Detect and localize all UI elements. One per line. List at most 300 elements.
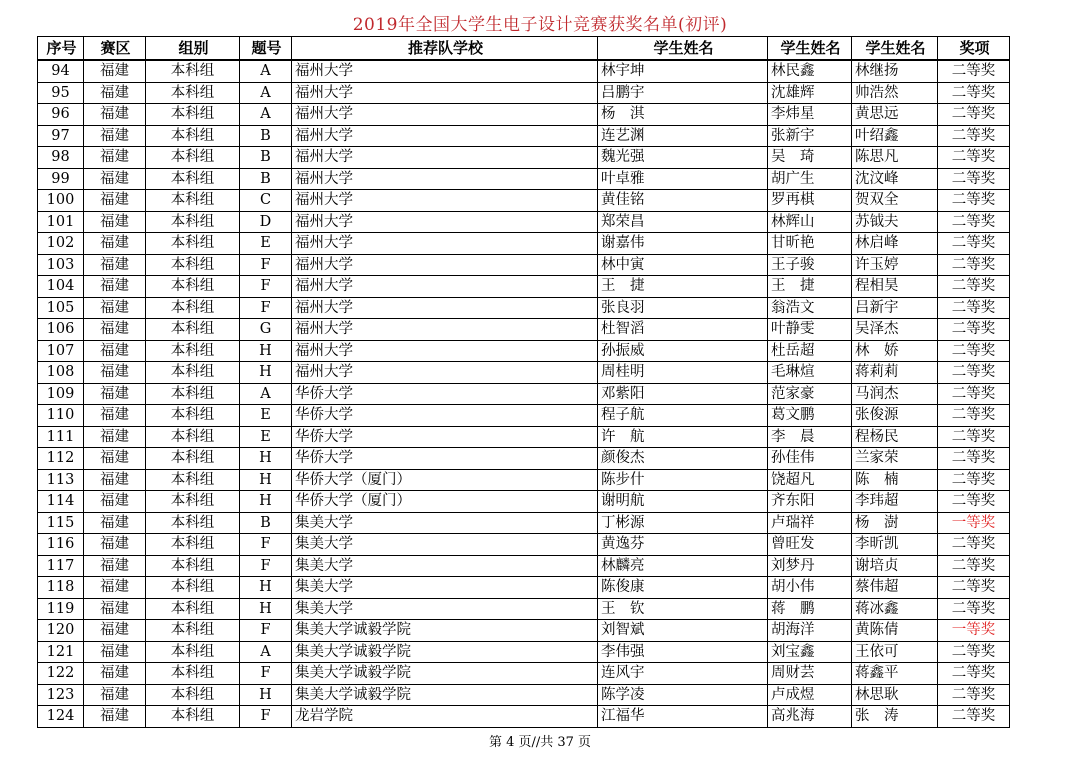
- cell-index: 105: [38, 297, 84, 319]
- cell-student-3: 李玮超: [852, 491, 938, 513]
- cell-group: 本科组: [146, 706, 240, 728]
- cell-school: 龙岩学院: [292, 706, 598, 728]
- cell-award: 二等奖: [938, 60, 1010, 82]
- cell-student-2: 吴 琦: [768, 147, 852, 169]
- cell-index: 103: [38, 254, 84, 276]
- cell-student-2: 王子骏: [768, 254, 852, 276]
- cell-index: 116: [38, 534, 84, 556]
- cell-student-3: 张 涛: [852, 706, 938, 728]
- cell-student-3: 陈 楠: [852, 469, 938, 491]
- cell-region: 福建: [84, 577, 146, 599]
- cell-group: 本科组: [146, 663, 240, 685]
- table-row: [38, 104, 1010, 126]
- cell-problem: F: [240, 663, 292, 685]
- cell-award: 二等奖: [938, 319, 1010, 341]
- cell-problem: H: [240, 469, 292, 491]
- cell-group: 本科组: [146, 469, 240, 491]
- table-row: [38, 362, 1010, 384]
- cell-school: 福州大学: [292, 168, 598, 190]
- cell-student-2: 张新宇: [768, 125, 852, 147]
- cell-school: 华侨大学: [292, 448, 598, 470]
- cell-group: 本科组: [146, 147, 240, 169]
- cell-problem: H: [240, 491, 292, 513]
- cell-index: 124: [38, 706, 84, 728]
- cell-school: 集美大学: [292, 512, 598, 534]
- table-row: [38, 125, 1010, 147]
- cell-index: 100: [38, 190, 84, 212]
- cell-problem: G: [240, 319, 292, 341]
- cell-student-2: 杜岳超: [768, 340, 852, 362]
- cell-award: 二等奖: [938, 598, 1010, 620]
- cell-student-3: 林 娇: [852, 340, 938, 362]
- cell-problem: B: [240, 168, 292, 190]
- cell-problem: H: [240, 362, 292, 384]
- document-title: 2019年全国大学生电子设计竞赛获奖名单(初评): [352, 15, 728, 35]
- cell-region: 福建: [84, 211, 146, 233]
- cell-student-2: 胡海洋: [768, 620, 852, 642]
- cell-student-2: 林民鑫: [768, 60, 852, 82]
- cell-student-1: 颜俊杰: [598, 448, 768, 470]
- table-row: [38, 82, 1010, 104]
- table-row: [38, 706, 1010, 728]
- table-row: [38, 641, 1010, 663]
- cell-problem: B: [240, 512, 292, 534]
- cell-region: 福建: [84, 448, 146, 470]
- cell-school: 福州大学: [292, 211, 598, 233]
- cell-school: 集美大学诚毅学院: [292, 684, 598, 706]
- cell-problem: H: [240, 577, 292, 599]
- cell-student-1: 李伟强: [598, 641, 768, 663]
- cell-region: 福建: [84, 598, 146, 620]
- table-row: [38, 405, 1010, 427]
- cell-award: 二等奖: [938, 663, 1010, 685]
- cell-award: 二等奖: [938, 555, 1010, 577]
- cell-student-1: 孙振威: [598, 340, 768, 362]
- cell-problem: F: [240, 254, 292, 276]
- cell-student-1: 谢明航: [598, 491, 768, 513]
- cell-student-3: 林继扬: [852, 60, 938, 82]
- cell-student-2: 范家豪: [768, 383, 852, 405]
- cell-group: 本科组: [146, 405, 240, 427]
- table-row: [38, 555, 1010, 577]
- cell-group: 本科组: [146, 211, 240, 233]
- cell-student-3: 吴泽杰: [852, 319, 938, 341]
- cell-region: 福建: [84, 469, 146, 491]
- cell-problem: C: [240, 190, 292, 212]
- cell-problem: E: [240, 233, 292, 255]
- cell-student-3: 程相昊: [852, 276, 938, 298]
- cell-group: 本科组: [146, 82, 240, 104]
- cell-region: 福建: [84, 147, 146, 169]
- cell-group: 本科组: [146, 577, 240, 599]
- cell-student-2: 蒋 鹏: [768, 598, 852, 620]
- cell-school: 福州大学: [292, 104, 598, 126]
- cell-problem: H: [240, 340, 292, 362]
- cell-group: 本科组: [146, 104, 240, 126]
- cell-region: 福建: [84, 641, 146, 663]
- cell-award: 一等奖: [938, 620, 1010, 642]
- cell-region: 福建: [84, 405, 146, 427]
- cell-problem: H: [240, 448, 292, 470]
- cell-student-1: 黄佳铭: [598, 190, 768, 212]
- cell-student-2: 翁浩文: [768, 297, 852, 319]
- cell-region: 福建: [84, 190, 146, 212]
- cell-region: 福建: [84, 383, 146, 405]
- cell-student-2: 王 捷: [768, 276, 852, 298]
- cell-student-2: 卢瑞祥: [768, 512, 852, 534]
- cell-school: 集美大学: [292, 555, 598, 577]
- cell-student-1: 王 捷: [598, 276, 768, 298]
- cell-award: 二等奖: [938, 706, 1010, 728]
- cell-student-1: 陈学凌: [598, 684, 768, 706]
- cell-region: 福建: [84, 233, 146, 255]
- cell-student-2: 林辉山: [768, 211, 852, 233]
- awards-table: [37, 36, 1010, 728]
- cell-problem: A: [240, 82, 292, 104]
- table-row: [38, 147, 1010, 169]
- cell-group: 本科组: [146, 297, 240, 319]
- cell-school: 集美大学: [292, 534, 598, 556]
- table-row: [38, 297, 1010, 319]
- cell-student-2: 叶静雯: [768, 319, 852, 341]
- cell-region: 福建: [84, 491, 146, 513]
- cell-problem: F: [240, 297, 292, 319]
- cell-student-3: 马润杰: [852, 383, 938, 405]
- cell-student-3: 谢培贞: [852, 555, 938, 577]
- cell-award: 二等奖: [938, 362, 1010, 384]
- cell-region: 福建: [84, 254, 146, 276]
- cell-award: 二等奖: [938, 297, 1010, 319]
- cell-student-1: 林中寅: [598, 254, 768, 276]
- cell-group: 本科组: [146, 598, 240, 620]
- cell-problem: E: [240, 426, 292, 448]
- cell-student-2: 周财芸: [768, 663, 852, 685]
- cell-student-3: 蒋鑫平: [852, 663, 938, 685]
- cell-school: 福州大学: [292, 362, 598, 384]
- table-row: [38, 491, 1010, 513]
- cell-student-1: 魏光强: [598, 147, 768, 169]
- cell-group: 本科组: [146, 534, 240, 556]
- table-row: [38, 190, 1010, 212]
- cell-group: 本科组: [146, 362, 240, 384]
- cell-group: 本科组: [146, 426, 240, 448]
- header-group: 组别: [146, 37, 240, 61]
- cell-student-1: 杨 淇: [598, 104, 768, 126]
- cell-student-3: 陈思凡: [852, 147, 938, 169]
- cell-student-1: 连艺渊: [598, 125, 768, 147]
- cell-student-3: 林思耿: [852, 684, 938, 706]
- cell-student-3: 蒋莉莉: [852, 362, 938, 384]
- cell-region: 福建: [84, 319, 146, 341]
- cell-index: 104: [38, 276, 84, 298]
- cell-award: 二等奖: [938, 405, 1010, 427]
- cell-group: 本科组: [146, 448, 240, 470]
- cell-school: 集美大学诚毅学院: [292, 641, 598, 663]
- cell-award: 二等奖: [938, 340, 1010, 362]
- cell-group: 本科组: [146, 190, 240, 212]
- cell-index: 109: [38, 383, 84, 405]
- cell-student-1: 黄逸芬: [598, 534, 768, 556]
- cell-student-2: 沈雄辉: [768, 82, 852, 104]
- cell-student-2: 刘宝鑫: [768, 641, 852, 663]
- cell-school: 福州大学: [292, 319, 598, 341]
- cell-school: 福州大学: [292, 82, 598, 104]
- cell-problem: F: [240, 276, 292, 298]
- cell-student-1: 江福华: [598, 706, 768, 728]
- cell-group: 本科组: [146, 168, 240, 190]
- cell-student-1: 程子航: [598, 405, 768, 427]
- cell-group: 本科组: [146, 60, 240, 82]
- cell-index: 107: [38, 340, 84, 362]
- cell-student-3: 蒋冰鑫: [852, 598, 938, 620]
- cell-school: 福州大学: [292, 254, 598, 276]
- table-row: [38, 512, 1010, 534]
- table-header-row: [38, 37, 1010, 61]
- cell-region: 福建: [84, 104, 146, 126]
- cell-index: 115: [38, 512, 84, 534]
- cell-student-3: 沈汶峰: [852, 168, 938, 190]
- table-row: [38, 426, 1010, 448]
- cell-student-1: 周桂明: [598, 362, 768, 384]
- cell-student-2: 胡广生: [768, 168, 852, 190]
- cell-award: 二等奖: [938, 684, 1010, 706]
- cell-problem: H: [240, 598, 292, 620]
- table-row: [38, 620, 1010, 642]
- table-row: [38, 211, 1010, 233]
- cell-student-3: 王依可: [852, 641, 938, 663]
- cell-student-3: 林启峰: [852, 233, 938, 255]
- cell-student-1: 邓紫阳: [598, 383, 768, 405]
- table-row: [38, 383, 1010, 405]
- page-footer: 第 4 页//共 37 页: [488, 735, 592, 750]
- cell-index: 122: [38, 663, 84, 685]
- cell-student-2: 高兆海: [768, 706, 852, 728]
- cell-student-3: 兰家荣: [852, 448, 938, 470]
- cell-index: 121: [38, 641, 84, 663]
- cell-student-3: 李昕凯: [852, 534, 938, 556]
- cell-school: 华侨大学: [292, 426, 598, 448]
- cell-student-2: 李炜星: [768, 104, 852, 126]
- cell-region: 福建: [84, 60, 146, 82]
- cell-problem: F: [240, 620, 292, 642]
- cell-student-2: 李 晨: [768, 426, 852, 448]
- cell-region: 福建: [84, 663, 146, 685]
- cell-student-1: 吕鹏宇: [598, 82, 768, 104]
- cell-region: 福建: [84, 426, 146, 448]
- cell-problem: F: [240, 706, 292, 728]
- cell-student-1: 林麟亮: [598, 555, 768, 577]
- cell-region: 福建: [84, 555, 146, 577]
- cell-student-1: 张良羽: [598, 297, 768, 319]
- cell-region: 福建: [84, 512, 146, 534]
- cell-problem: F: [240, 555, 292, 577]
- cell-problem: A: [240, 60, 292, 82]
- cell-award: 二等奖: [938, 254, 1010, 276]
- cell-school: 福州大学: [292, 297, 598, 319]
- cell-award: 二等奖: [938, 577, 1010, 599]
- cell-problem: A: [240, 383, 292, 405]
- cell-region: 福建: [84, 620, 146, 642]
- cell-student-1: 陈俊康: [598, 577, 768, 599]
- cell-index: 114: [38, 491, 84, 513]
- table-row: [38, 577, 1010, 599]
- cell-award: 二等奖: [938, 82, 1010, 104]
- cell-student-1: 许 航: [598, 426, 768, 448]
- cell-problem: B: [240, 125, 292, 147]
- cell-index: 102: [38, 233, 84, 255]
- cell-region: 福建: [84, 534, 146, 556]
- cell-group: 本科组: [146, 254, 240, 276]
- cell-award: 二等奖: [938, 469, 1010, 491]
- cell-award: 二等奖: [938, 426, 1010, 448]
- header-index: 序号: [38, 37, 84, 61]
- cell-index: 110: [38, 405, 84, 427]
- table-row: [38, 448, 1010, 470]
- cell-school: 福州大学: [292, 147, 598, 169]
- cell-problem: E: [240, 405, 292, 427]
- cell-school: 华侨大学: [292, 383, 598, 405]
- cell-student-2: 饶超凡: [768, 469, 852, 491]
- cell-student-1: 叶卓雅: [598, 168, 768, 190]
- table-row: [38, 276, 1010, 298]
- cell-school: 华侨大学（厦门）: [292, 469, 598, 491]
- cell-award: 二等奖: [938, 125, 1010, 147]
- cell-region: 福建: [84, 297, 146, 319]
- table-row: [38, 340, 1010, 362]
- cell-award: 二等奖: [938, 448, 1010, 470]
- table-row: [38, 469, 1010, 491]
- cell-school: 集美大学: [292, 577, 598, 599]
- cell-award: 二等奖: [938, 641, 1010, 663]
- cell-index: 118: [38, 577, 84, 599]
- cell-index: 108: [38, 362, 84, 384]
- table-row: [38, 684, 1010, 706]
- table-row: [38, 534, 1010, 556]
- cell-school: 华侨大学: [292, 405, 598, 427]
- cell-student-3: 黄思远: [852, 104, 938, 126]
- cell-school: 华侨大学（厦门）: [292, 491, 598, 513]
- cell-student-3: 蔡伟超: [852, 577, 938, 599]
- cell-school: 集美大学: [292, 598, 598, 620]
- cell-student-3: 张俊源: [852, 405, 938, 427]
- cell-student-2: 罗再棋: [768, 190, 852, 212]
- header-student-1: 学生姓名: [598, 37, 768, 61]
- cell-region: 福建: [84, 82, 146, 104]
- cell-student-3: 黄陈倩: [852, 620, 938, 642]
- cell-student-3: 苏钺夫: [852, 211, 938, 233]
- table-row: [38, 598, 1010, 620]
- cell-award: 二等奖: [938, 147, 1010, 169]
- header-problem: 题号: [240, 37, 292, 61]
- cell-school: 福州大学: [292, 340, 598, 362]
- cell-award: 二等奖: [938, 190, 1010, 212]
- table-row: [38, 168, 1010, 190]
- cell-student-1: 刘智斌: [598, 620, 768, 642]
- cell-award: 二等奖: [938, 491, 1010, 513]
- cell-school: 福州大学: [292, 60, 598, 82]
- cell-award: 二等奖: [938, 168, 1010, 190]
- cell-student-3: 帅浩然: [852, 82, 938, 104]
- cell-student-3: 叶绍鑫: [852, 125, 938, 147]
- table-row: [38, 663, 1010, 685]
- cell-region: 福建: [84, 362, 146, 384]
- cell-index: 113: [38, 469, 84, 491]
- header-student-3: 学生姓名: [852, 37, 938, 61]
- cell-student-2: 甘昕艳: [768, 233, 852, 255]
- cell-school: 集美大学诚毅学院: [292, 663, 598, 685]
- cell-group: 本科组: [146, 340, 240, 362]
- header-school: 推荐队学校: [292, 37, 598, 61]
- cell-student-2: 孙佳伟: [768, 448, 852, 470]
- table-row: [38, 233, 1010, 255]
- cell-region: 福建: [84, 706, 146, 728]
- cell-student-1: 连风宇: [598, 663, 768, 685]
- cell-award: 一等奖: [938, 512, 1010, 534]
- cell-group: 本科组: [146, 555, 240, 577]
- cell-student-3: 程杨民: [852, 426, 938, 448]
- cell-index: 99: [38, 168, 84, 190]
- cell-index: 96: [38, 104, 84, 126]
- cell-school: 福州大学: [292, 190, 598, 212]
- cell-index: 111: [38, 426, 84, 448]
- cell-school: 福州大学: [292, 233, 598, 255]
- cell-school: 集美大学诚毅学院: [292, 620, 598, 642]
- cell-index: 123: [38, 684, 84, 706]
- table-row: [38, 319, 1010, 341]
- cell-school: 福州大学: [292, 125, 598, 147]
- cell-region: 福建: [84, 340, 146, 362]
- cell-student-3: 杨 澍: [852, 512, 938, 534]
- table-row: [38, 254, 1010, 276]
- cell-student-1: 郑荣昌: [598, 211, 768, 233]
- cell-student-2: 胡小伟: [768, 577, 852, 599]
- cell-index: 97: [38, 125, 84, 147]
- cell-index: 106: [38, 319, 84, 341]
- cell-student-3: 许玉婷: [852, 254, 938, 276]
- cell-region: 福建: [84, 684, 146, 706]
- cell-index: 95: [38, 82, 84, 104]
- cell-award: 二等奖: [938, 211, 1010, 233]
- cell-student-1: 王 钦: [598, 598, 768, 620]
- cell-problem: A: [240, 641, 292, 663]
- cell-award: 二等奖: [938, 276, 1010, 298]
- cell-award: 二等奖: [938, 104, 1010, 126]
- cell-student-2: 毛琳煊: [768, 362, 852, 384]
- cell-group: 本科组: [146, 684, 240, 706]
- cell-region: 福建: [84, 125, 146, 147]
- cell-group: 本科组: [146, 491, 240, 513]
- cell-award: 二等奖: [938, 534, 1010, 556]
- cell-award: 二等奖: [938, 233, 1010, 255]
- cell-group: 本科组: [146, 276, 240, 298]
- cell-award: 二等奖: [938, 383, 1010, 405]
- cell-problem: A: [240, 104, 292, 126]
- cell-student-3: 吕新宇: [852, 297, 938, 319]
- header-award: 奖项: [938, 37, 1010, 61]
- cell-problem: D: [240, 211, 292, 233]
- cell-index: 98: [38, 147, 84, 169]
- table-row: [38, 60, 1010, 82]
- cell-student-2: 齐东阳: [768, 491, 852, 513]
- cell-student-2: 葛文鹏: [768, 405, 852, 427]
- cell-student-2: 曾旺发: [768, 534, 852, 556]
- cell-group: 本科组: [146, 383, 240, 405]
- cell-index: 117: [38, 555, 84, 577]
- cell-region: 福建: [84, 168, 146, 190]
- cell-student-3: 贺双全: [852, 190, 938, 212]
- cell-student-1: 陈步什: [598, 469, 768, 491]
- cell-problem: B: [240, 147, 292, 169]
